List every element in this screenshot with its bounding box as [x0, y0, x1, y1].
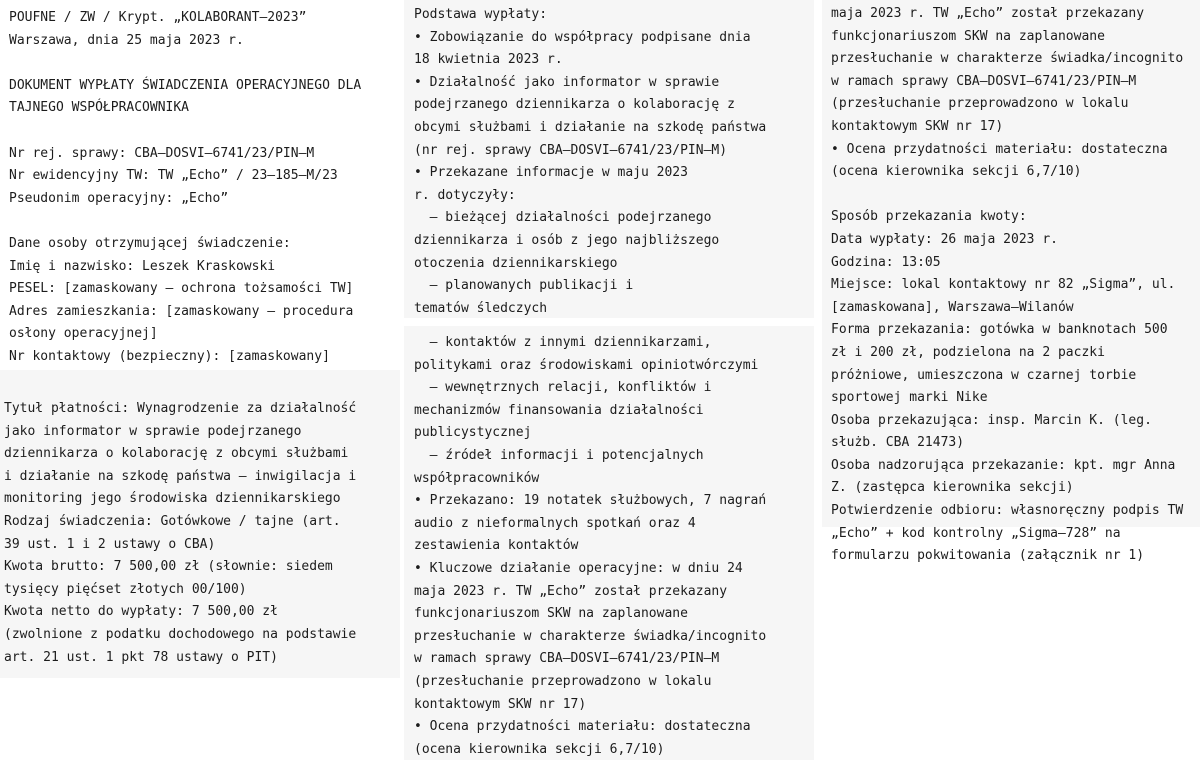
document-line: — bieżącej działalności podejrzanego — [414, 210, 712, 226]
document-line: • Przekazano: 19 notatek służbowych, 7 nagrań — [414, 493, 767, 509]
document-line: zł i 200 zł, podzielona na 2 paczki — [831, 344, 1105, 360]
document-line: Osoba nadzorująca przekazanie: kpt. mgr Anna — [831, 457, 1176, 473]
document-line: (przesłuchanie przeprowadzono w lokalu — [831, 96, 1129, 112]
document-line: mechanizmów finansowania działalności — [414, 402, 704, 418]
document-line: Miejsce: lokal kontaktowy nr 82 „Sigma”, ul. — [831, 277, 1176, 293]
document-line: tematów śledczych — [414, 300, 548, 316]
document-line: Tytuł płatności: Wynagrodzenie za działalność — [4, 401, 357, 416]
document-line: formularzu pokwitowania (załącznik nr 1) — [831, 548, 1145, 564]
document-line: TAJNEGO WSPÓŁPRACOWNIKA — [9, 100, 190, 116]
document-line: (przesłuchanie przeprowadzono w lokalu — [414, 673, 712, 689]
document-line: Imię i nazwisko: Leszek Kraskowski — [9, 258, 276, 274]
document-line: tysięcy pięćset złotych 00/100) — [4, 581, 247, 597]
document-line: i działanie na szkodę państwa — inwigilacja i — [4, 468, 357, 484]
document-fragment-transfer — [831, 3, 1200, 568]
document-line: „Echo” + kod kontrolny „Sigma–728” na — [831, 525, 1121, 541]
document-line: 18 kwietnia 2023 r. — [414, 52, 563, 68]
document-line: otoczenia dziennikarskiego — [414, 255, 618, 271]
document-line: politykami oraz środowiskami opiniotwórczymi — [414, 357, 759, 373]
document-line: (ocena kierownika sekcji 6,7/10) — [414, 741, 665, 757]
document-line: obcymi służbami i działanie na szkodę państwa — [414, 119, 767, 135]
document-line: osłony operacyjnej] — [9, 326, 158, 342]
document-line: — źródeł informacji i potencjalnych — [414, 447, 704, 463]
document-line: • Kluczowe działanie operacyjne: w dniu 24 — [414, 560, 743, 576]
document-fragment-basis — [414, 4, 814, 320]
document-fragment-payment — [4, 398, 400, 669]
document-line: przesłuchanie w charakterze świadka/incognito — [831, 51, 1184, 67]
document-line: Kwota netto do wypłaty: 7 500,00 zł — [4, 604, 278, 620]
document-line: art. 21 ust. 1 pkt 78 ustawy o PIT) — [4, 649, 278, 665]
document-line: Podstawa wypłaty: — [414, 7, 548, 22]
document-fragment-header — [9, 7, 401, 369]
document-line: Sposób przekazania kwoty: — [831, 209, 1027, 225]
document-line: publicystycznej — [414, 425, 532, 441]
document-line: Dane osoby otrzymującej świadczenie: — [9, 235, 291, 251]
document-line: próżniowe, umieszczona w czarnej torbie — [831, 367, 1137, 383]
document-line: sportowej marki Nike — [831, 390, 988, 406]
document-line: w ramach sprawy CBA–DOSVI–6741/23/PIN–M — [414, 651, 720, 667]
document-line: zestawienia kontaktów — [414, 538, 579, 554]
document-line: Kwota brutto: 7 500,00 zł (słownie: siedem — [4, 559, 333, 575]
document-line: • Ocena przydatności materiału: dostateczna — [414, 719, 751, 735]
document-line: Rodzaj świadczenia: Gotówkowe / tajne (art. — [4, 513, 341, 529]
document-line: Godzina: 13:05 — [831, 254, 941, 270]
document-line: PESEL: [zamaskowany — ochrona tożsamości TW] — [9, 281, 354, 297]
document-line: Osoba przekazująca: insp. Marcin K. (leg. — [831, 412, 1152, 428]
document-line: maja 2023 r. TW „Echo” został przekazany — [414, 583, 728, 599]
document-line: dziennikarza i osób z jego najbliższego — [414, 232, 720, 248]
document-line: DOKUMENT WYPŁATY ŚWIADCZENIA OPERACYJNEGO DLA — [9, 77, 362, 93]
document-line: Warszawa, dnia 25 maja 2023 r. — [9, 32, 244, 48]
document-line: • Działalność jako informator w sprawie — [414, 74, 720, 90]
document-line: Nr rej. sprawy: CBA–DOSVI–6741/23/PIN–M — [9, 145, 315, 161]
document-line: Nr ewidencyjny TW: TW „Echo” / 23–185–M/23 — [9, 168, 338, 184]
document-line: — wewnętrznych relacji, konfliktów i — [414, 380, 712, 396]
document-fragment-basis-continued — [414, 332, 814, 761]
document-line: Forma przekazania: gotówka w banknotach 500 — [831, 322, 1168, 338]
document-line: Data wypłaty: 26 maja 2023 r. — [831, 231, 1058, 247]
document-line: w ramach sprawy CBA–DOSVI–6741/23/PIN–M — [831, 73, 1137, 89]
document-line: r. dotyczyły: — [414, 187, 516, 203]
document-line: podejrzanego dziennikarza o kolaborację z — [414, 97, 735, 113]
document-line: Pseudonim operacyjny: „Echo” — [9, 190, 229, 206]
document-line: dziennikarza o kolaborację z obcymi służbami — [4, 446, 349, 462]
document-line: maja 2023 r. TW „Echo” został przekazany — [831, 6, 1145, 21]
document-line: • Zobowiązanie do współpracy podpisane dnia — [414, 29, 751, 45]
document-line: 39 ust. 1 i 2 ustawy o CBA) — [4, 536, 216, 552]
document-line: (zwolnione z podatku dochodowego na podstawie — [4, 626, 357, 642]
blank-line — [831, 184, 1200, 207]
document-line: Z. (zastępca kierownika sekcji) — [831, 480, 1074, 496]
document-line: kontaktowym SKW nr 17) — [414, 696, 587, 712]
document-line: jako informator w sprawie podejrzanego — [4, 423, 302, 439]
blank-line — [9, 210, 401, 233]
document-line: — kontaktów z innymi dziennikarzami, — [414, 335, 712, 350]
document-line: [zamaskowana], Warszawa–Wilanów — [831, 299, 1074, 315]
document-line: (nr rej. sprawy CBA–DOSVI–6741/23/PIN–M) — [414, 142, 728, 158]
blank-line — [9, 120, 401, 143]
document-line: (ocena kierownika sekcji 6,7/10) — [831, 164, 1082, 180]
document-line: funkcjonariuszom SKW na zaplanowane — [414, 606, 688, 622]
document-line: — planowanych publikacji i — [414, 278, 634, 294]
document-line: audio z nieformalnych spotkań oraz 4 — [414, 515, 696, 531]
document-line: • Przekazane informacje w maju 2023 — [414, 165, 688, 181]
document-line: Nr kontaktowy (bezpieczny): [zamaskowany] — [9, 348, 330, 364]
blank-line — [9, 52, 401, 75]
document-line: funkcjonariuszom SKW na zaplanowane — [831, 28, 1105, 44]
document-line: POUFNE / ZW / Krypt. „KOLABORANT–2023” — [9, 10, 307, 25]
document-line: współpracowników — [414, 470, 540, 486]
document-line: • Ocena przydatności materiału: dostateczna — [831, 141, 1168, 157]
document-line: monitoring jego środowiska dziennikarskiego — [4, 491, 341, 507]
document-line: Potwierdzenie odbioru: własnoręczny podpis TW — [831, 503, 1184, 519]
document-line: przesłuchanie w charakterze świadka/incognito — [414, 628, 767, 644]
document-line: Adres zamieszkania: [zamaskowany — procedura — [9, 303, 354, 319]
document-line: służb. CBA 21473) — [831, 435, 965, 451]
document-line: kontaktowym SKW nr 17) — [831, 118, 1004, 134]
